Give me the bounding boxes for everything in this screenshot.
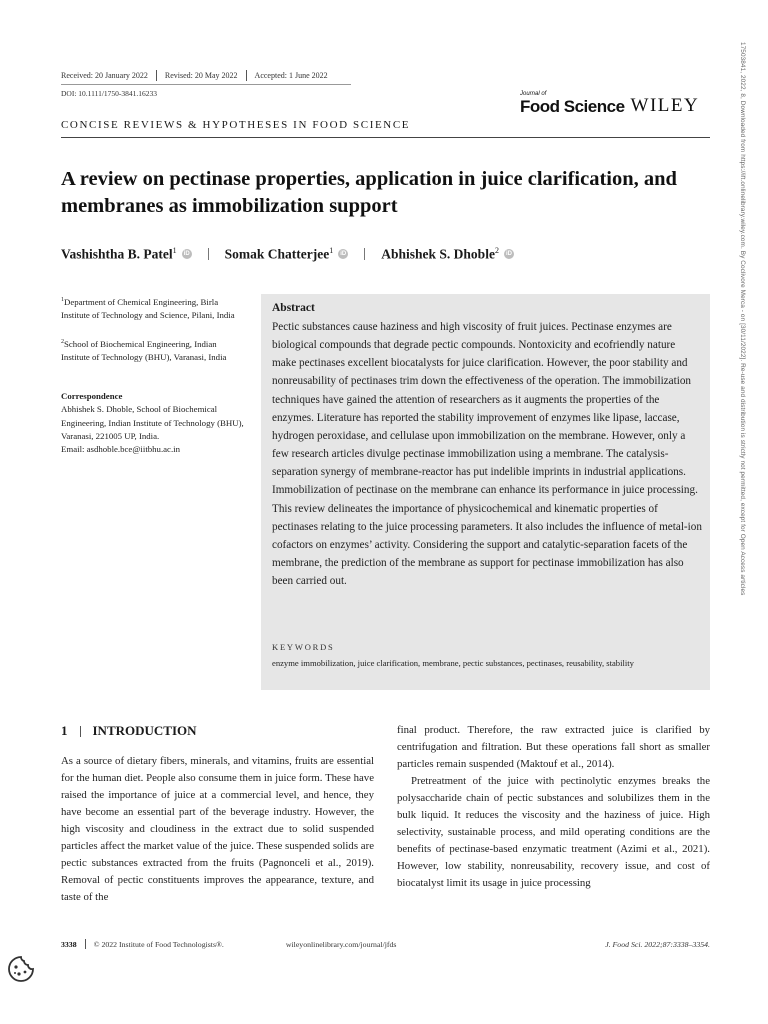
page-number: 3338 [61,939,77,949]
correspondence-heading: Correspondence [61,391,123,401]
introduction-heading [61,723,197,739]
correspondence [61,390,246,456]
journal-url[interactable]: wileyonlinelibrary.com/journal/jfds [285,939,397,949]
divider [156,70,157,81]
revised-date: Revised: 20 May 2022 [164,71,238,80]
divider [80,726,81,737]
journal-of-label: Journal of [520,91,547,97]
received-date: Received: 20 January 2022 [61,71,148,80]
cookie-icon [6,954,36,984]
orcid-icon[interactable]: iD [505,251,512,258]
paragraph: final product. Therefore, the raw extracted juice is clarified by centrifugation and filtration. But these operations fall short as smaller particles remain suspended (Maktouf et al., 2014). [397,724,710,770]
publisher-logos [520,91,700,116]
abstract-heading: Abstract [272,302,315,314]
body-column-right [397,722,710,892]
affiliation: $^2$School of Biochemical Engineering, Indian Institute of Technology (BHU), Varanasi, India [61,338,227,363]
divider [85,939,86,949]
author[interactable]: Vashishtha B. Patel$^1$ [61,246,177,262]
author[interactable]: Somak Chatterjee$^1$ [224,246,334,262]
body-column-left [61,753,374,906]
journal-logo-text: Food Science [520,97,625,116]
keywords-text: enzyme immobilization, juice clarification, membrane, pectic substances, pectinases, reusability, stability [272,658,634,668]
author-list [61,246,514,263]
paper-title: A review on pectinase properties, application in juice clarification, and membranes as immobilization support [61,168,677,217]
author[interactable]: Abhishek S. Dhoble$^2$ [381,246,499,262]
paragraph: As a source of dietary fibers, minerals, and vitamins, fruits are essential for the human diet. People also consume them in juice form. These have raised the importance of juice at a commercial level, and hence, they have become an essential part of the beverage industry. However, the high viscosity and cloudiness in the extract due to solid suspended particles affect the market value of the juice. These suspended solids are pectic substances extracted from the fruits (Pagnonceli et al., 2019). Removal of pectic constituents improves the appearance, texture, and taste of the [61,755,374,903]
divider [208,248,209,260]
correspondence-email[interactable]: Email: asdhoble.bce@iitbhu.ac.in [61,444,181,455]
divider [246,70,247,81]
keywords-heading: KEYWORDS [272,642,335,652]
doi[interactable]: DOI: 10.1111/1750-3841.16233 [61,89,158,98]
section-label: CONCISE REVIEWS & HYPOTHESES IN FOOD SCIENCE [61,119,411,131]
section-title: INTRODUCTION [92,723,197,738]
side-note-text: 17503841, 2022, 8, Downloaded from https://ift.onlinelibrary.wiley.com. By Coclivore Merca - on [30/11/2022]. Re-use and distribution is strictly not permitted, except for Open Access articles [739,42,746,596]
journal-logo [520,91,625,116]
accepted-date: Accepted: 1 June 2022 [254,71,328,80]
download-side-note [739,42,751,702]
article-dates [61,70,328,81]
page-footer [61,939,710,949]
section-number: 1 [61,723,68,738]
cookie-settings-icon[interactable] [6,954,36,984]
citation: J. Food Sci. 2022;87:3338–3354. [605,939,710,949]
affiliation: $^1$Department of Chemical Engineering, Birla Institute of Technology and Science, Pilani, India [61,296,235,321]
header-rule [61,84,351,85]
correspondence-text: Abhishek S. Dhoble, School of Biochemical Engineering, Indian Institute of Technology (BHU), Varanasi, 221005 UP, India. [61,404,244,441]
abstract-text: Pectic substances cause haziness and high viscosity of fruit juices. Pectinase enzymes are biological compounds that degrade pectic compounds. Nontoxicity and ecofriendly nature make pectinases excellent biocatalysts for juice clarification. However, the poor stability and nonreusability of pectinases trim down the effectiveness of the operation. The immobilization techniques have gained the attention of researchers as it augments the properties of the enzymes. Literature has reported the stability improvement of enzymes like lipase, laccase, hydrogen peroxidase, and cellulase upon immobilization on the membrane. However, only a few research articles divulge pectinase immobilization using a membrane. The catalysis-separation synergy of membrane-reactor has put indelible imprints in industrial applications. Immobilization of pectinase on the membrane can enhance its performance in juice processing. This review delineates the importance of physicochemical and kinematic properties of pectinases relating to the juice processing parameters. It also includes the influence of metal-ion cofactors on enzymes’ activity. Considering the support and catalytic-separation facets of the membrane, the prediction of the membrane as support for pectinase immobilization has also been carried out. [272,321,702,588]
wiley-logo: WILEY [630,95,700,116]
orcid-icon[interactable]: iD [183,251,190,258]
section-rule [61,137,710,138]
copyright: © 2022 Institute of Food Technologists®. [93,939,224,949]
divider [364,248,365,260]
paragraph: Pretreatment of the juice with pectinolytic enzymes breaks the polysaccharide chain of pectic substances and solubilizes them in the bulk liquid. It reduces the viscosity and the haziness of juice. High selectivity, sustainable process, and mild operating conditions are the benefits of pectinase-based enzymatic treatment (Azimi et al., 2021). However, low stability, nonreusability, recovery issue, and cost of biocatalyst limit its usage in juice processing [397,774,710,889]
orcid-icon[interactable]: iD [340,251,347,258]
